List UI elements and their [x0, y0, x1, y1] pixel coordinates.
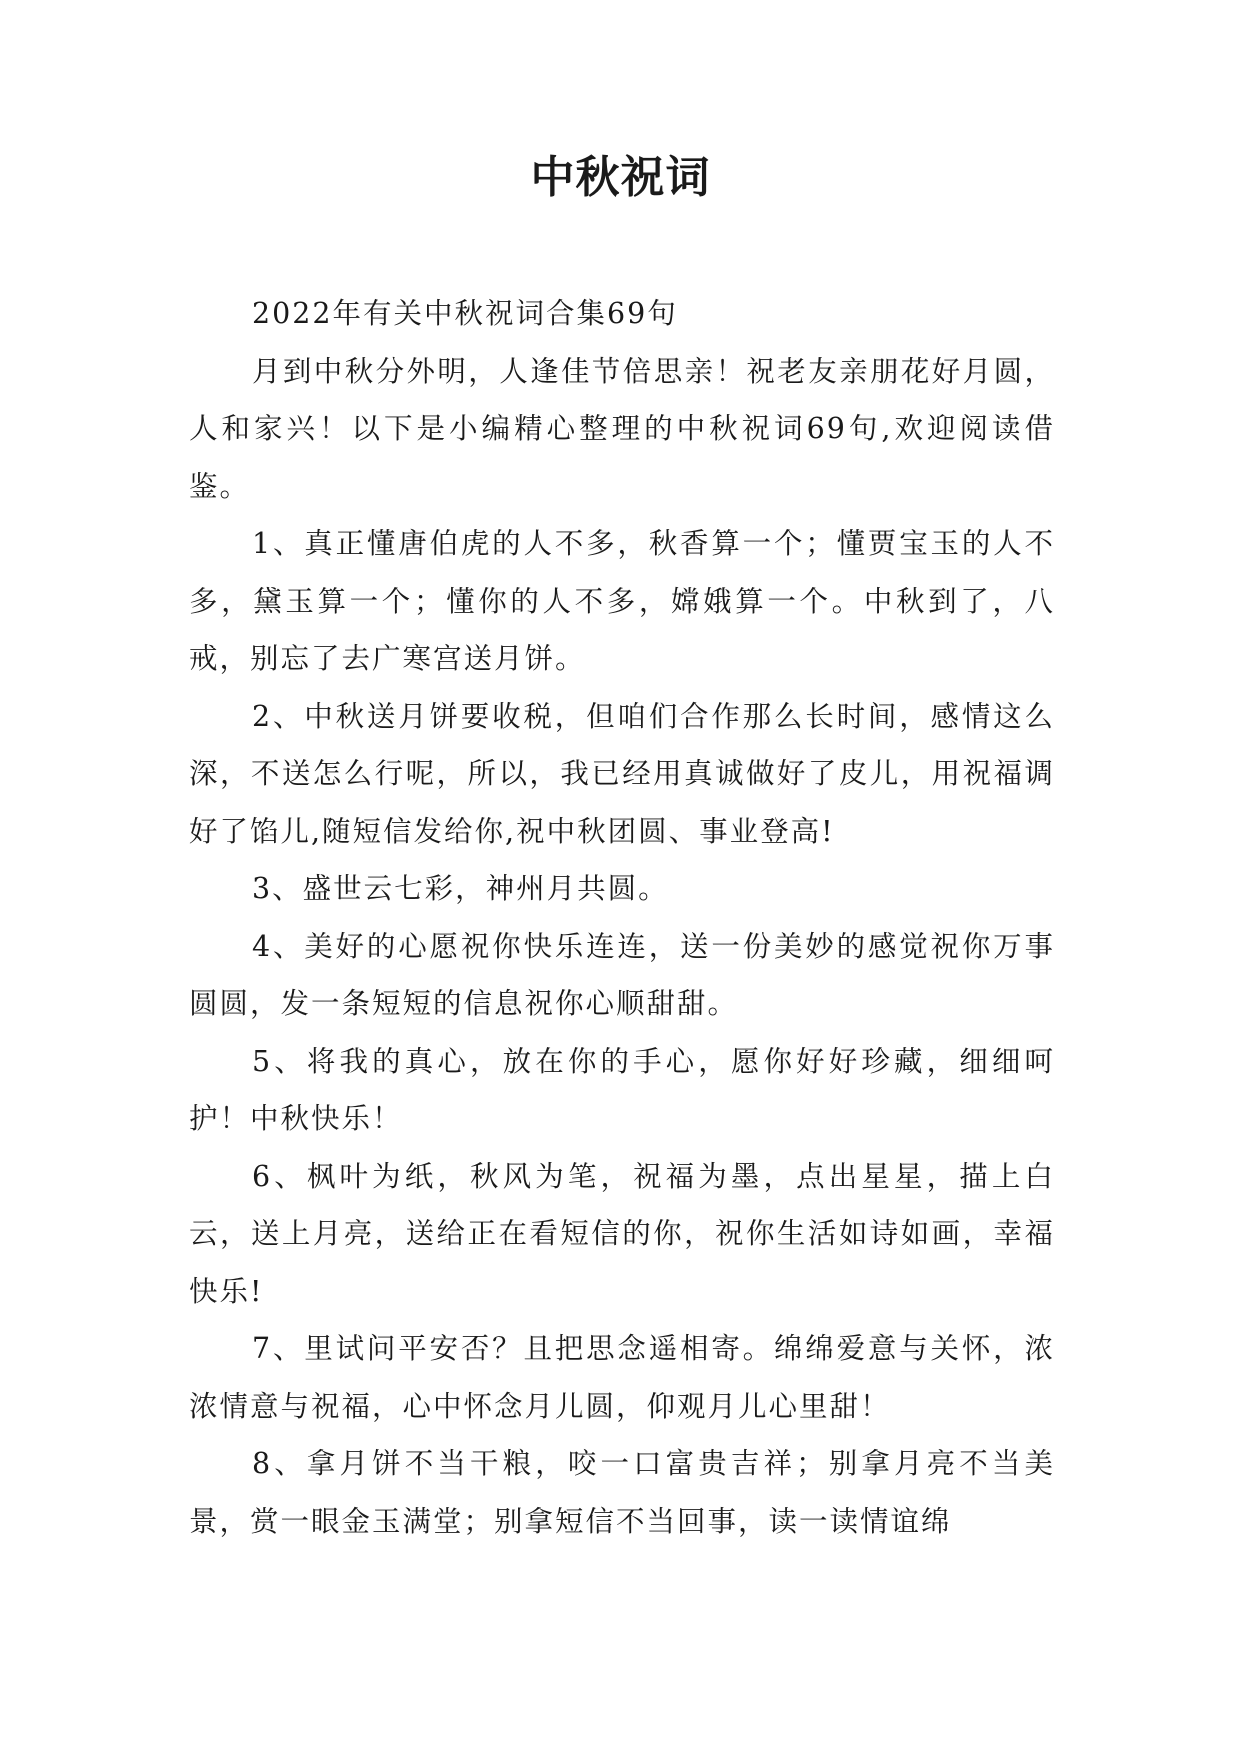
- wish-item-1: 1、真正懂唐伯虎的人不多，秋香算一个；懂贾宝玉的人不多，黛玉算一个；懂你的人不多，嫦娥算一个。中秋到了，八戒，别忘了去广寒宫送月饼。: [189, 527, 1055, 675]
- wish-item-3: 3、盛世云七彩，神州月共圆。: [252, 872, 669, 905]
- intro-paragraph: 月到中秋分外明，人逢佳节倍思亲！祝老友亲朋花好月圆，人和家兴！以下是小编精心整理的中秋祝词69句,欢迎阅读借鉴。: [189, 354, 1055, 503]
- subtitle-paragraph: 2022年有关中秋祝词合集69句: [252, 297, 678, 330]
- document-body: [189, 285, 1055, 1550]
- wish-item-5: 5、将我的真心，放在你的手心，愿你好好珍藏，细细呵护！中秋快乐！: [189, 1044, 1055, 1135]
- wish-item-6: 6、枫叶为纸，秋风为笔，祝福为墨，点出星星，描上白云，送上月亮，送给正在看短信的你，祝你生活如诗如画，幸福快乐!: [189, 1159, 1055, 1308]
- wish-item-4: 4、美好的心愿祝你快乐连连，送一份美妙的感觉祝你万事圆圆，发一条短短的信息祝你心顺甜甜。: [189, 929, 1055, 1020]
- wish-item-7: 7、里试问平安否？且把思念遥相寄。绵绵爱意与关怀，浓浓情意与祝福，心中怀念月儿圆，仰观月儿心里甜！: [189, 1332, 1055, 1423]
- document-title: 中秋祝词: [530, 152, 711, 203]
- wish-item-8: 8、拿月饼不当干粮，咬一口富贵吉祥；别拿月亮不当美景，赏一眼金玉满堂；别拿短信不当回事，读一读情谊绵: [189, 1447, 1055, 1538]
- wish-item-2: 2、中秋送月饼要收税，但咱们合作那么长时间，感情这么深，不送怎么行呢，所以，我已经用真诚做好了皮儿，用祝福调好了馅儿,随短信发给你,祝中秋团圆、事业登高!: [189, 699, 1055, 848]
